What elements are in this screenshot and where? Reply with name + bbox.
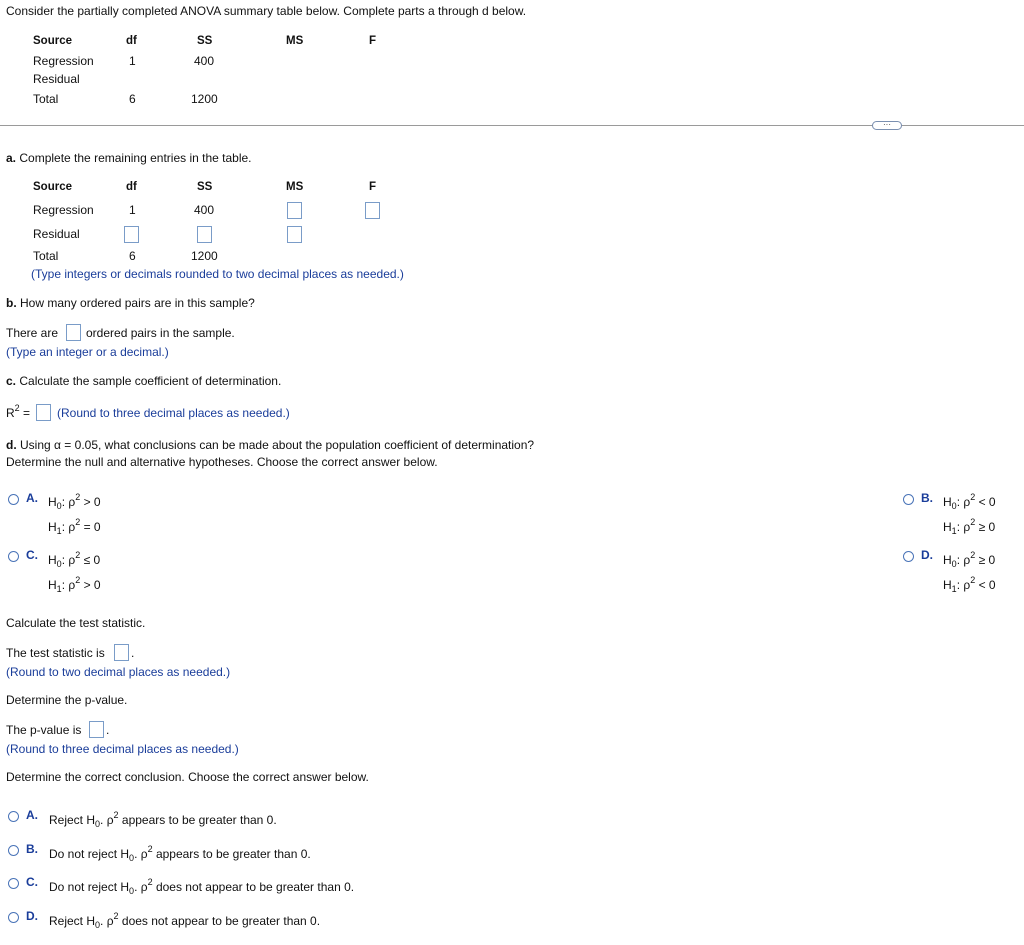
radio-button[interactable]	[8, 845, 19, 856]
row-total-ss: 1200	[191, 92, 218, 106]
radio-button[interactable]	[8, 912, 19, 923]
part-c-text: Calculate the sample coefficient of determination.	[19, 374, 282, 388]
part-b-before: There are	[6, 326, 59, 340]
col-header-df: df	[126, 35, 137, 47]
radio-button[interactable]	[903, 494, 914, 505]
alt-hypothesis: $H_1$: $\rho^2 > 0$	[48, 575, 101, 594]
pval-after: .	[106, 723, 110, 737]
alt-hypothesis: $H_1$: $\rho^2 \ge 0$	[943, 517, 996, 536]
null-hypothesis: $H_0$: $\rho^2 > 0$	[48, 492, 101, 511]
radio-button[interactable]	[8, 811, 19, 822]
option-letter: A.	[26, 491, 38, 505]
row-residual-source: Residual	[33, 72, 80, 86]
part-c-prompt	[6, 374, 281, 388]
residual-ss-input[interactable]	[197, 226, 212, 243]
row-regression-source: Regression	[33, 54, 94, 68]
part-b-prompt	[6, 296, 255, 310]
stat-hint: (Round to two decimal places as needed.)	[6, 665, 231, 679]
alt-hypothesis: $H_1$: $\rho^2 < 0$	[943, 575, 996, 594]
col-header-source: Source	[33, 181, 72, 193]
part-b-hint: (Type an integer or a decimal.)	[6, 345, 169, 359]
pval-hint: (Round to three decimal places as needed.)	[6, 742, 239, 756]
option-letter: C.	[26, 875, 38, 889]
r-squared-input[interactable]	[36, 404, 51, 421]
intro-text: Consider the partially completed ANOVA summary table below. Complete parts a through d below.	[6, 4, 527, 18]
part-b-after: ordered pairs in the sample.	[86, 326, 235, 340]
row-regression-ss: 400	[194, 54, 215, 68]
alt-hypothesis: $H_1$: $\rho^2 = 0$	[48, 517, 101, 536]
stat-before: The test statistic is	[6, 646, 105, 660]
part-b-label: b.	[6, 296, 17, 310]
col-header-ms: MS	[286, 35, 304, 47]
radio-button[interactable]	[8, 878, 19, 889]
part-b-text: How many ordered pairs are in this sample?	[20, 296, 255, 310]
part-d-text: Using α = 0.05, what conclusions can be made about the population coefficient of determination?	[20, 438, 535, 452]
col-header-ss: SS	[197, 35, 213, 47]
row-total-source: Total	[33, 92, 59, 106]
radio-button[interactable]	[8, 551, 19, 562]
row-total-source: Total	[33, 249, 59, 263]
part-c-label: c.	[6, 374, 17, 388]
col-header-ss: SS	[197, 181, 213, 193]
radio-button[interactable]	[8, 494, 19, 505]
part-d-label: d.	[6, 438, 17, 452]
col-header-f: F	[369, 35, 377, 47]
more-options-button[interactable]: ···	[872, 121, 902, 130]
conclusion-text: Reject $H_0$. $\rho^2$ does not appear to be greater than 0.	[49, 911, 321, 930]
null-hypothesis: $H_0$: $\rho^2 \le 0$	[48, 550, 101, 569]
stat-after: .	[131, 646, 135, 660]
option-letter: D.	[921, 548, 933, 562]
part-a-text: Complete the remaining entries in the table.	[19, 151, 252, 165]
option-letter: B.	[921, 491, 933, 505]
conclusion-prompt: Determine the correct conclusion. Choose the correct answer below.	[6, 770, 369, 784]
p-value-input[interactable]	[89, 721, 104, 738]
col-header-source: Source	[33, 35, 72, 47]
part-c-hint: (Round to three decimal places as needed.)	[57, 406, 290, 420]
ordered-pairs-input[interactable]	[66, 324, 81, 341]
regression-f-input[interactable]	[365, 202, 380, 219]
null-hypothesis: $H_0$: $\rho^2 < 0$	[943, 492, 996, 511]
section-divider	[0, 125, 1024, 126]
row-regression-df: 1	[129, 54, 136, 68]
residual-df-input[interactable]	[124, 226, 139, 243]
residual-ms-input[interactable]	[287, 226, 302, 243]
col-header-df: df	[126, 181, 137, 193]
row-total-df: 6	[129, 92, 136, 106]
row-total-ss: 1200	[191, 249, 218, 263]
option-letter: C.	[26, 548, 38, 562]
pval-before: The p-value is	[6, 723, 82, 737]
pval-prompt: Determine the p-value.	[6, 693, 128, 707]
conclusion-text: Do not reject $H_0$. $\rho^2$ does not appear to be greater than 0.	[49, 877, 355, 896]
regression-ms-input[interactable]	[287, 202, 302, 219]
conclusion-text: Reject $H_0$. $\rho^2$ appears to be greater than 0.	[49, 810, 277, 829]
option-letter: A.	[26, 808, 38, 822]
part-a-prompt	[6, 151, 252, 165]
part-a-label: a.	[6, 151, 17, 165]
row-regression-source: Regression	[33, 203, 94, 217]
col-header-ms: MS	[286, 181, 304, 193]
row-residual-source: Residual	[33, 227, 80, 241]
part-d-prompt	[6, 438, 534, 452]
part-d-prompt2: Determine the null and alternative hypotheses. Choose the correct answer below.	[6, 455, 438, 469]
calc-stat-prompt: Calculate the test statistic.	[6, 616, 146, 630]
part-a-hint: (Type integers or decimals rounded to two decimal places as needed.)	[31, 267, 404, 281]
col-header-f: F	[369, 181, 377, 193]
row-regression-df: 1	[129, 203, 136, 217]
row-total-df: 6	[129, 249, 136, 263]
conclusion-text: Do not reject $H_0$. $\rho^2$ appears to be greater than 0.	[49, 844, 311, 863]
option-letter: D.	[26, 909, 38, 923]
null-hypothesis: $H_0$: $\rho^2 \ge 0$	[943, 550, 996, 569]
r-squared-label: $R^2$ =	[6, 403, 31, 420]
option-letter: B.	[26, 842, 38, 856]
test-statistic-input[interactable]	[114, 644, 129, 661]
radio-button[interactable]	[903, 551, 914, 562]
row-regression-ss: 400	[194, 203, 215, 217]
